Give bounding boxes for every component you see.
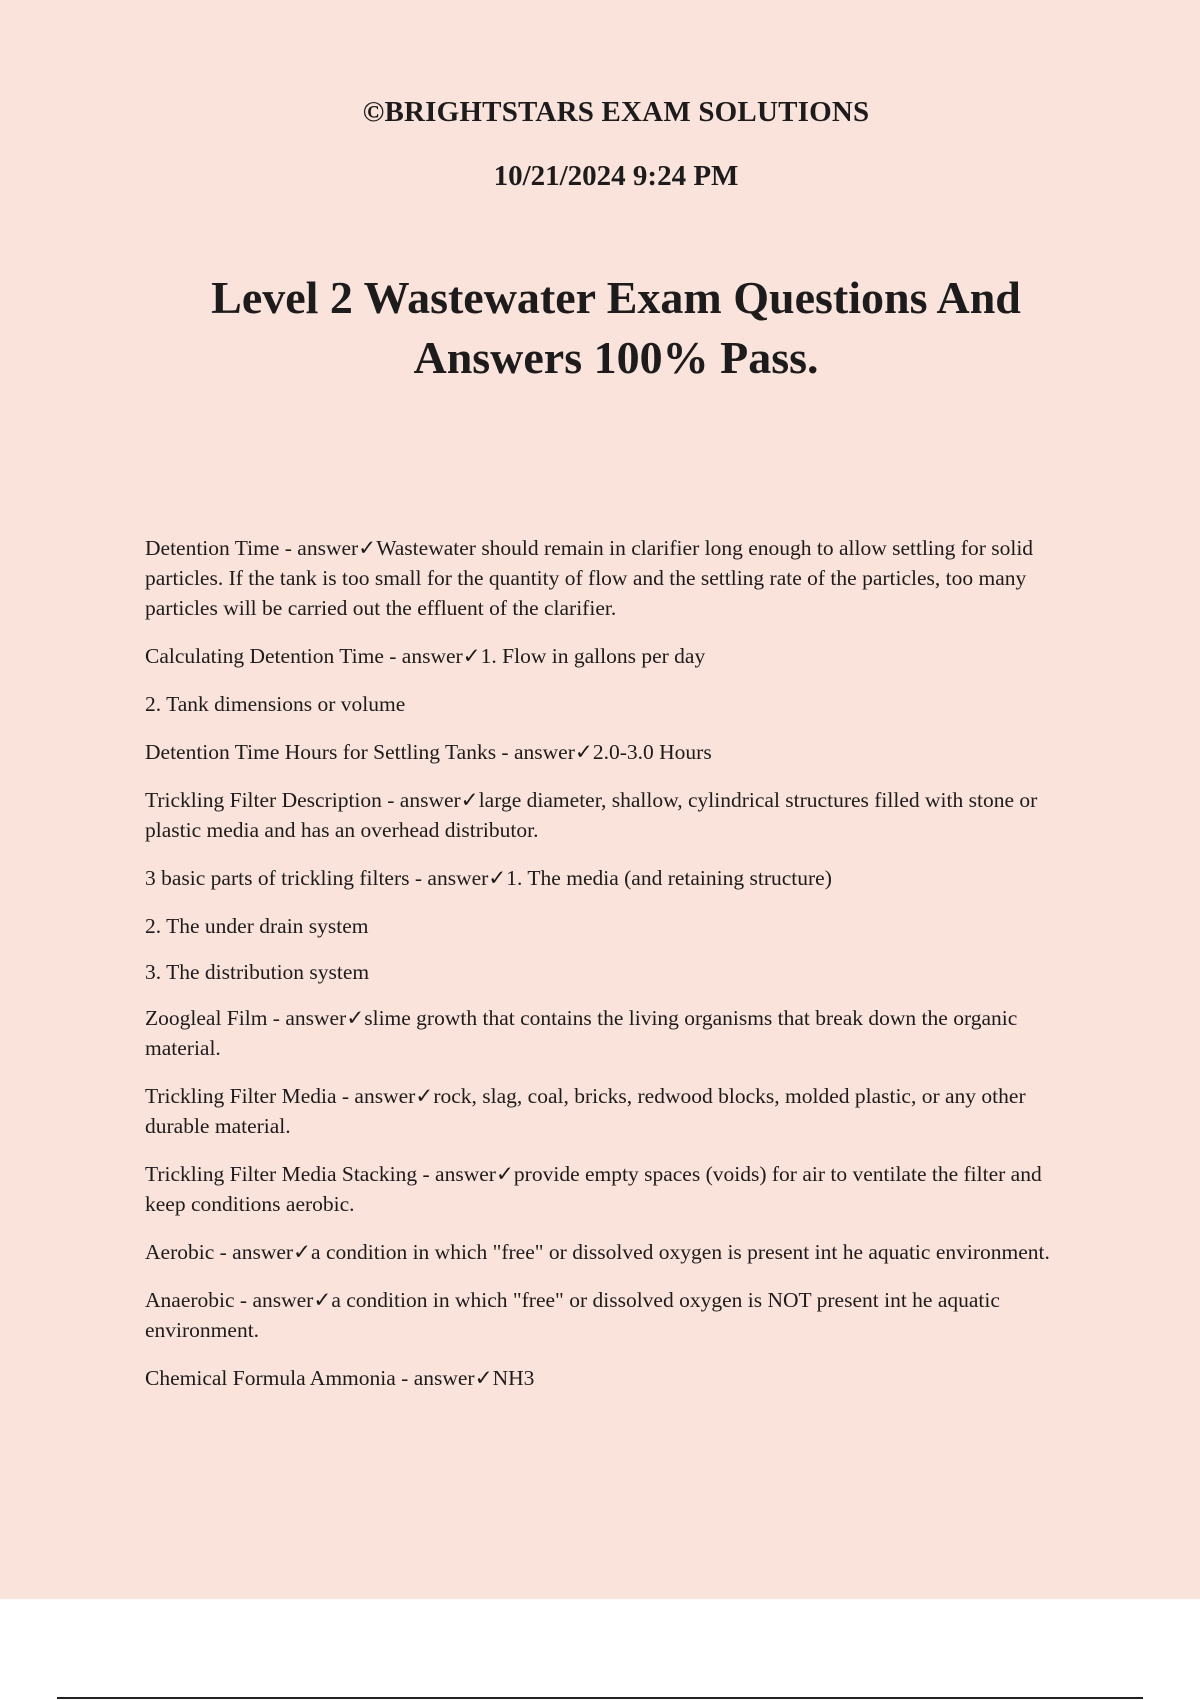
timestamp: 10/21/2024 9:24 PM xyxy=(493,160,739,192)
qa-item: Trickling Filter Media - answer✓rock, slag, coal, bricks, redwood blocks, molded plastic, or any other durable material. xyxy=(145,1084,1026,1138)
qa-list xyxy=(145,533,1085,1411)
qa-item: Chemical Formula Ammonia - answer✓NH3 xyxy=(145,1366,535,1390)
page-divider xyxy=(57,1697,1143,1699)
qa-item: 3 basic parts of trickling filters - answer✓1. The media (and retaining structure) xyxy=(145,866,832,890)
qa-item: Detention Time - answer✓Wastewater should remain in clarifier long enough to allow settling for solid particles. If the tank is too small for the quantity of flow and the settling rate of the particles, too many particles will be carried out the effluent of the clarifier. xyxy=(145,536,1034,620)
brand-header: ©BRIGHTSTARS EXAM SOLUTIONS xyxy=(362,96,870,128)
qa-item: Anaerobic - answer✓a condition in which "free" or dissolved oxygen is NOT present int he aquatic environment. xyxy=(145,1288,1000,1342)
qa-item: Trickling Filter Media Stacking - answer✓provide empty spaces (voids) for air to ventilate the filter and keep conditions aerobic. xyxy=(145,1162,1042,1216)
qa-item: 2. The under drain system xyxy=(145,914,369,938)
qa-item: Aerobic - answer✓a condition in which "free" or dissolved oxygen is present int he aquatic environment. xyxy=(145,1240,1050,1264)
qa-item: Calculating Detention Time - answer✓1. Flow in gallons per day xyxy=(145,644,706,668)
qa-item: 3. The distribution system xyxy=(145,960,370,984)
qa-item: Detention Time Hours for Settling Tanks - answer✓2.0-3.0 Hours xyxy=(145,740,712,764)
qa-item: Trickling Filter Description - answer✓large diameter, shallow, cylindrical structures filled with stone or plastic media and has an overhead distributor. xyxy=(145,788,1038,842)
qa-item: Zoogleal Film - answer✓slime growth that contains the living organisms that break down the organic material. xyxy=(145,1006,1018,1060)
qa-item: 2. Tank dimensions or volume xyxy=(145,692,406,716)
page-title: Level 2 Wastewater Exam Questions And Answers 100% Pass. xyxy=(211,272,1021,383)
